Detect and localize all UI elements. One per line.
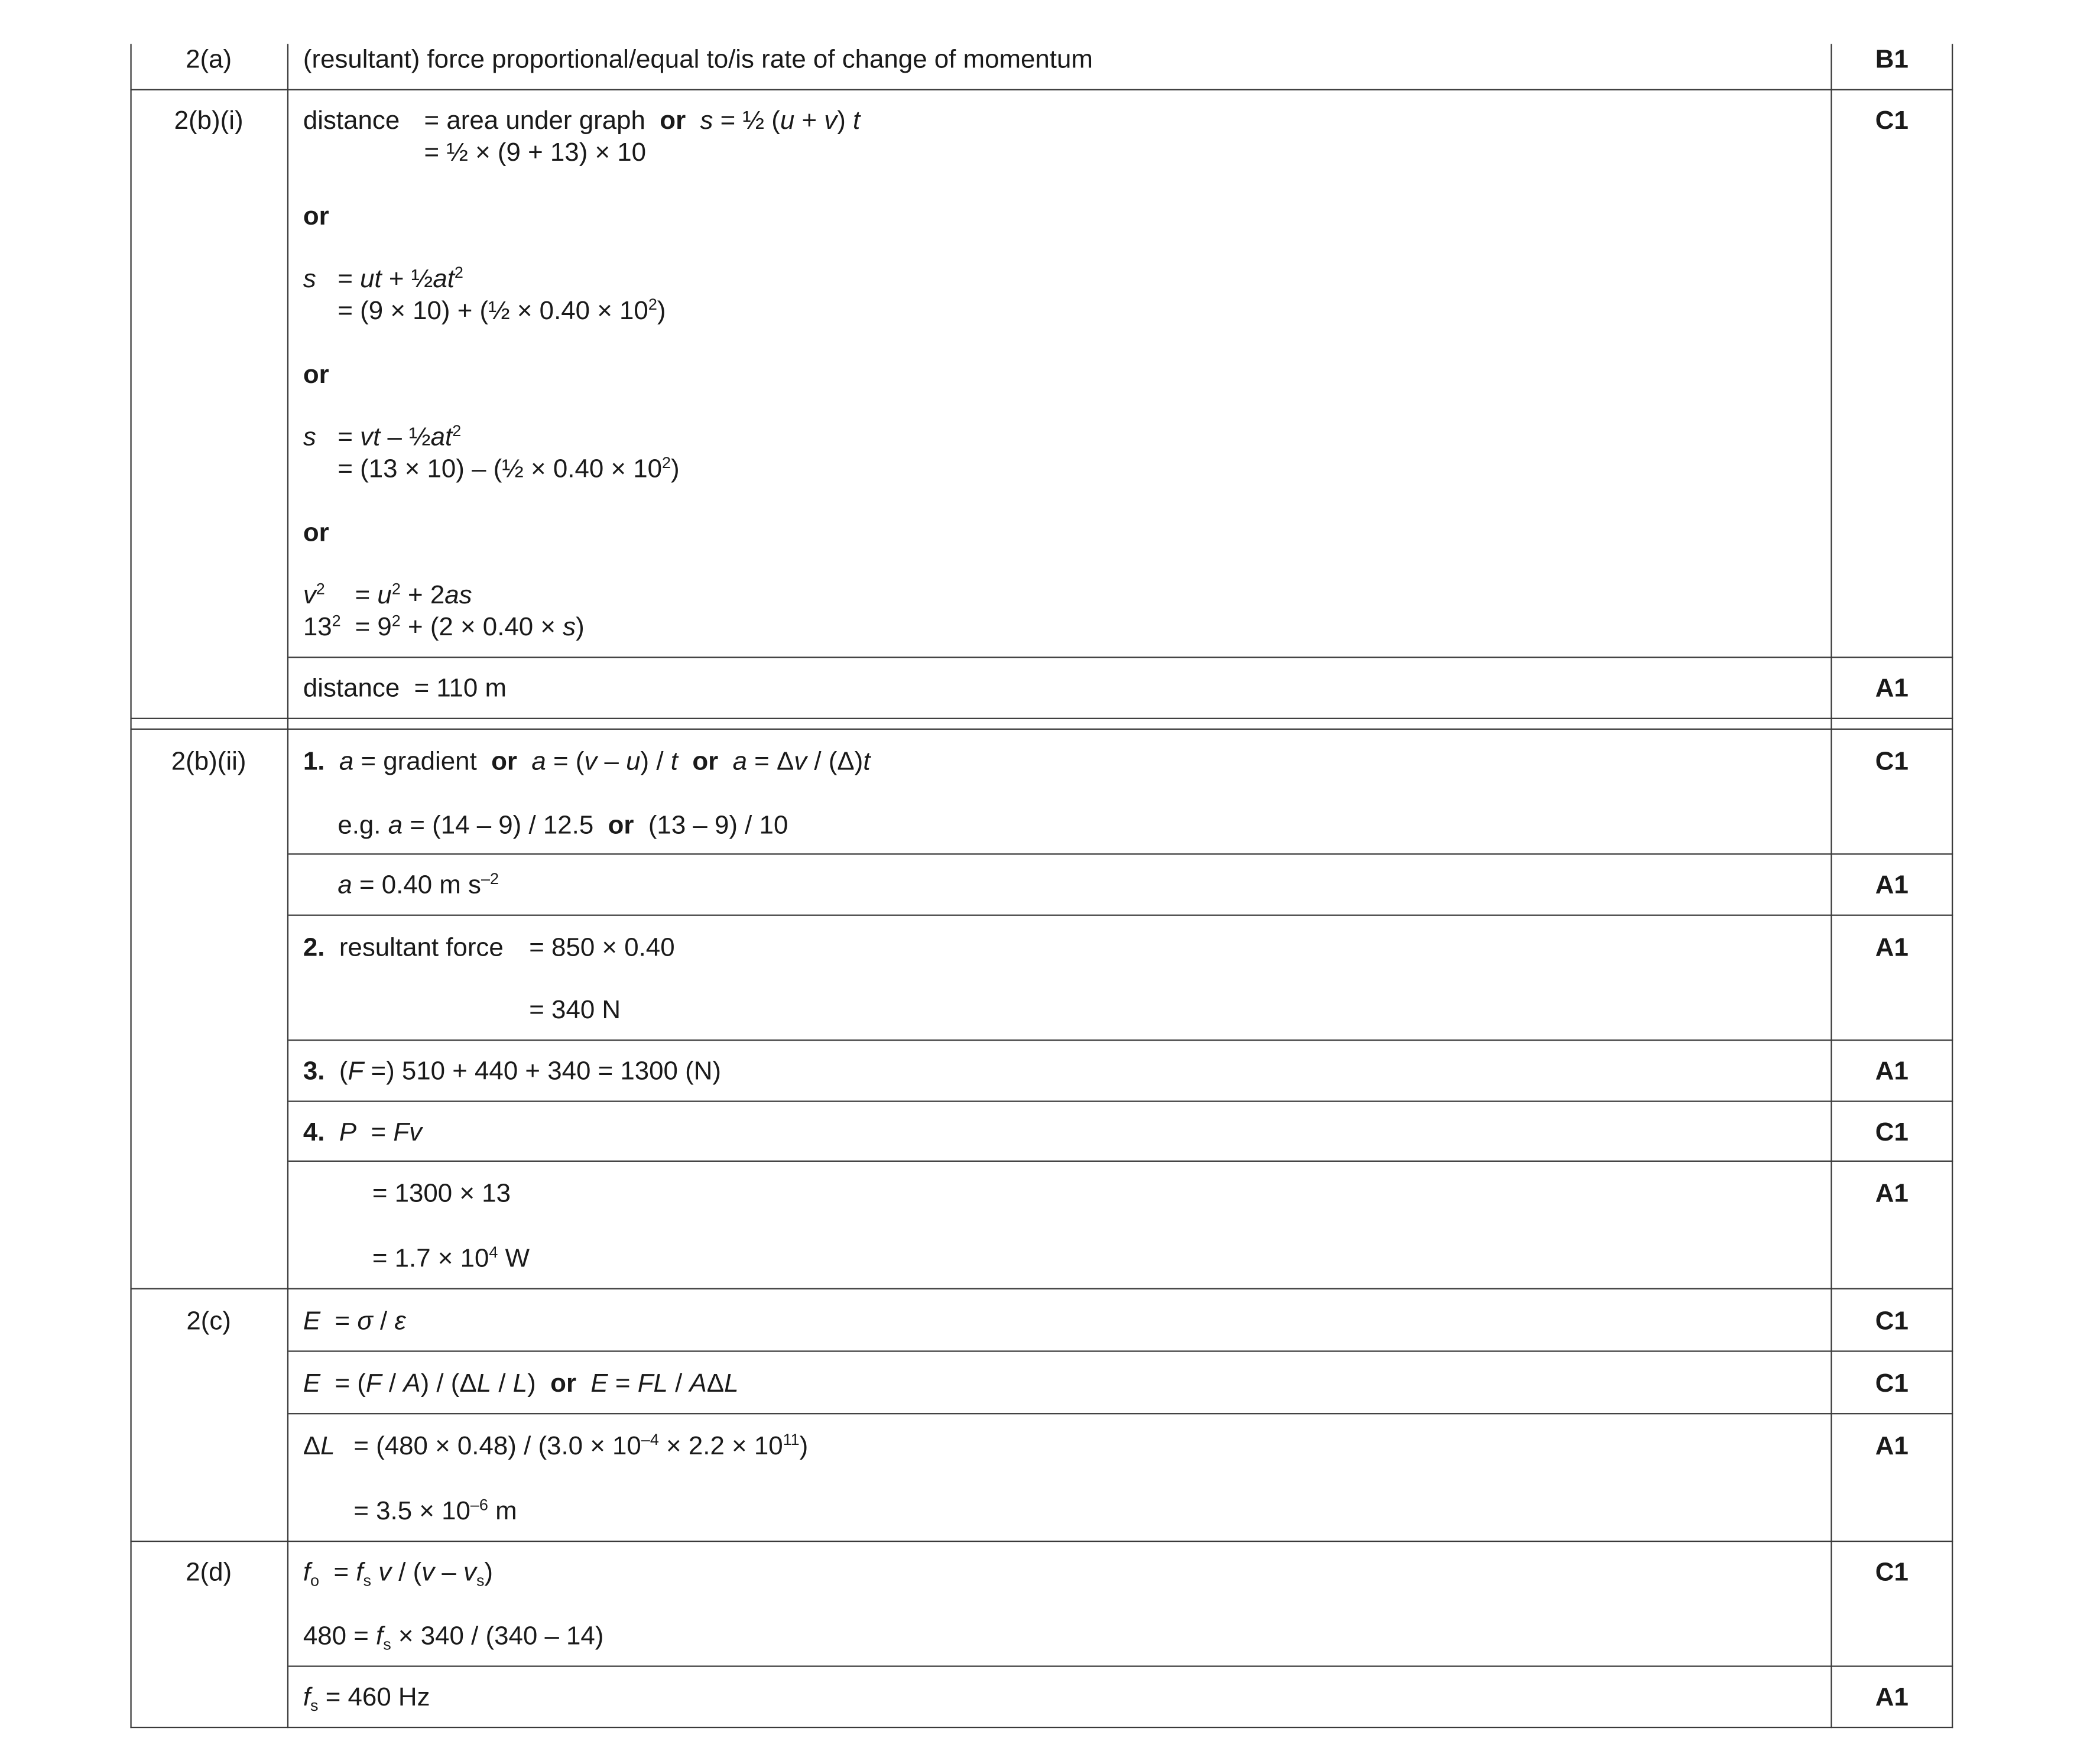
mark: C1 bbox=[1875, 106, 1909, 136]
answer-text: $v^2$ bbox=[303, 579, 325, 610]
answer-text: a = 0.40 m $s^{-2}$ bbox=[337, 869, 499, 900]
mark: A1 bbox=[1875, 1431, 1909, 1461]
answer-text: 3. (F =) 510 + 440 + 340 = 1300 (N) bbox=[303, 1057, 722, 1086]
row-rule bbox=[130, 729, 1953, 730]
column-rule bbox=[130, 44, 132, 1728]
answer-text: = ut + $\frac{1}{2}at^2$ bbox=[337, 263, 463, 294]
answer-text: = $u^2 + 2as$ bbox=[355, 579, 472, 610]
answer-text: = 850 × 0.40 bbox=[529, 933, 675, 963]
answer-text: E = (F / A) / (ΔL / L) or E = FL / AΔL bbox=[303, 1369, 739, 1399]
answer-text: = 1300 × 13 bbox=[372, 1179, 511, 1209]
mark: B1 bbox=[1875, 45, 1909, 74]
mark: A1 bbox=[1875, 1057, 1909, 1086]
answer-text: = $(480 \times 0.48) / (3.0 \times 10^{-4} \times 2.2 \times 10^{11})$ bbox=[353, 1430, 809, 1461]
row-rule bbox=[288, 1039, 1953, 1041]
row-rule bbox=[130, 1541, 1953, 1542]
mark: C1 bbox=[1875, 1117, 1909, 1148]
row-rule bbox=[130, 1727, 1953, 1729]
answer-text: ΔL bbox=[303, 1431, 335, 1461]
row-rule bbox=[288, 853, 1953, 855]
answer-text: = $3.5 \times 10^{-6}$ m bbox=[353, 1495, 517, 1526]
row-rule bbox=[288, 1413, 1953, 1415]
row-rule bbox=[288, 1665, 1953, 1667]
answer-text: = ½ × (9 + 13) × 10 bbox=[424, 138, 647, 168]
answer-text: = vt – $\frac{1}{2}at^2$ bbox=[337, 421, 462, 452]
mark: A1 bbox=[1875, 674, 1909, 703]
answer-text: = $1.7 \times 10^4$ W bbox=[372, 1243, 530, 1274]
answer-text: or bbox=[303, 360, 329, 390]
answer-text: distance bbox=[303, 106, 400, 136]
mark: A1 bbox=[1875, 870, 1909, 900]
answer-text: s bbox=[303, 423, 316, 452]
question-number: 2(d) bbox=[186, 1558, 232, 1587]
answer-text: 1. a = gradient or a = (v – u) / t or a = Δv / (Δ)t bbox=[303, 747, 871, 777]
question-number: 2(b)(i) bbox=[174, 106, 244, 136]
answer-text: = (9 × 10) + (½ × $0.40 \times 10^2$) bbox=[337, 295, 666, 326]
row-rule bbox=[288, 1100, 1953, 1102]
answer-text: or bbox=[303, 202, 329, 232]
row-rule bbox=[288, 1161, 1953, 1162]
mark: C1 bbox=[1875, 747, 1909, 777]
mark: A1 bbox=[1875, 1682, 1909, 1713]
mark: A1 bbox=[1875, 1179, 1909, 1209]
row-rule bbox=[130, 89, 1953, 91]
answer-text: = (13 × 10) – (½ × $0.40 \times 10^2$) bbox=[337, 453, 680, 484]
answer-text: e.g. a = (14 – 9) / 12.5 or (13 – 9) / 10 bbox=[337, 811, 788, 840]
mark: A1 bbox=[1875, 933, 1909, 963]
answer-text: = $9^2 + (2 \times 0.40 \times s)$ bbox=[355, 611, 585, 642]
answer-text: = area under graph or s = ½ (u + v) t bbox=[424, 106, 861, 136]
answer-text: (resultant) force proportional/equal to/is rate of change of momentum bbox=[303, 45, 1093, 74]
row-rule bbox=[288, 657, 1953, 658]
row-rule bbox=[130, 1288, 1953, 1290]
question-number: 2(b)(ii) bbox=[171, 747, 246, 777]
answer-text: $f_o = f_s$ v / $(v - v_s)$ bbox=[303, 1558, 494, 1590]
answer-text: $13^2$ bbox=[303, 611, 341, 642]
answer-text: s bbox=[303, 264, 316, 294]
row-rule bbox=[288, 1350, 1953, 1352]
mark: C1 bbox=[1875, 1558, 1909, 1587]
mark: C1 bbox=[1875, 1369, 1909, 1399]
answer-text: = 340 N bbox=[529, 995, 621, 1025]
answer-text: $480 = f_s \times 340 / (340 - 14)$ bbox=[303, 1622, 604, 1654]
mark: C1 bbox=[1875, 1307, 1909, 1336]
question-number: 2(a) bbox=[186, 45, 232, 74]
answer-text: 2. resultant force bbox=[303, 933, 504, 963]
answer-text: 4. P = Fv bbox=[303, 1117, 423, 1148]
row-rule bbox=[288, 915, 1953, 917]
column-rule bbox=[287, 44, 289, 1728]
column-rule bbox=[1952, 44, 1953, 1728]
answer-text: distance = 110 m bbox=[303, 674, 507, 703]
row-rule bbox=[130, 718, 1953, 720]
answer-text: or bbox=[303, 518, 329, 548]
answer-text: $f_s = 460$ Hz bbox=[303, 1682, 430, 1715]
answer-text: E = σ / ε bbox=[303, 1307, 406, 1336]
question-number: 2(c) bbox=[186, 1307, 231, 1336]
